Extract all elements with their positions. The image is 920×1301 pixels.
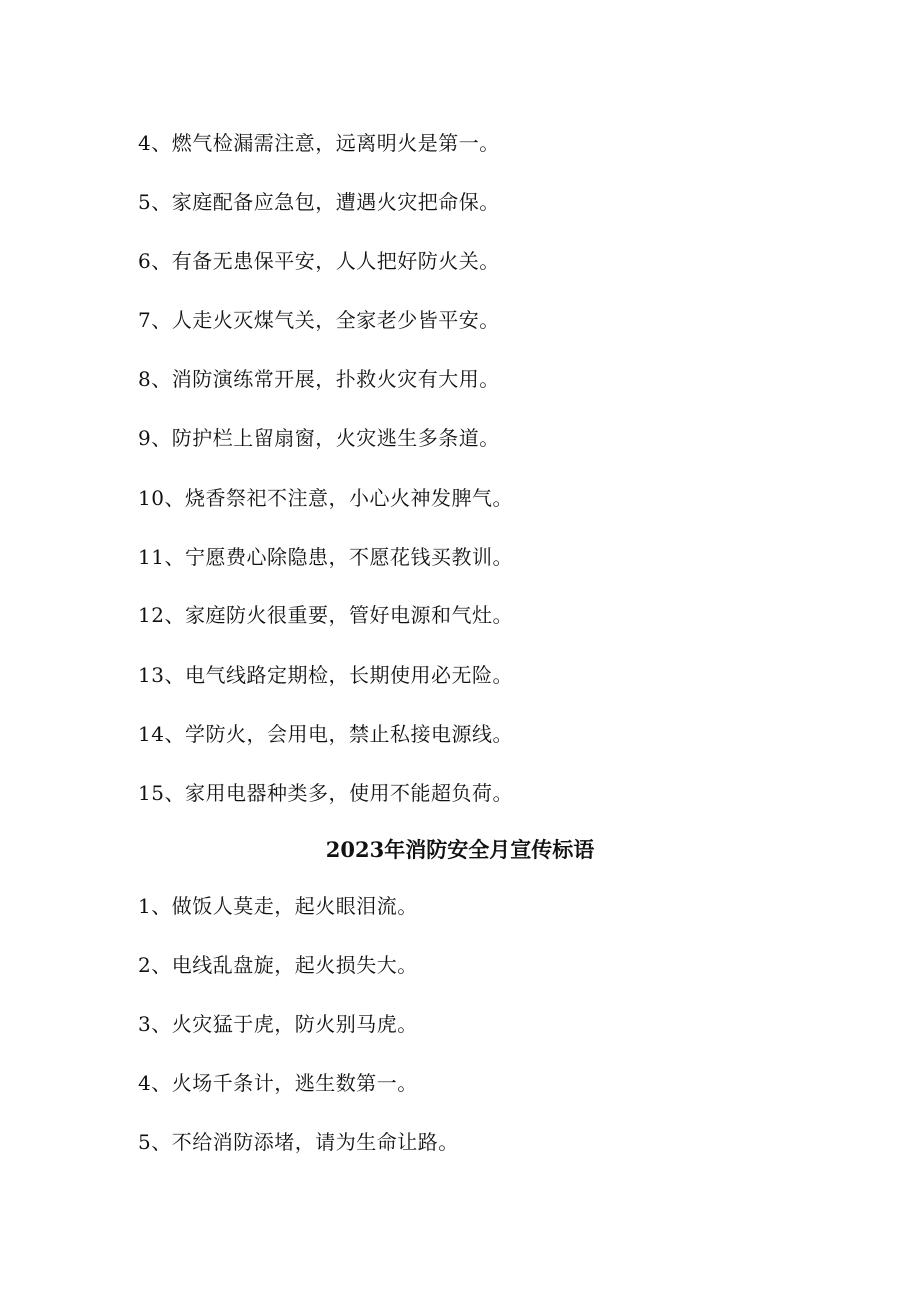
slogan-item: 4、火场千条计，逃生数第一。 <box>138 1071 418 1095</box>
slogan-item: 14、学防火，会用电，禁止私接电源线。 <box>138 722 513 746</box>
slogan-item: 2、电线乱盘旋，起火损失大。 <box>138 953 418 977</box>
section-title: 2023年消防安全月宣传标语 <box>325 837 595 862</box>
slogan-item: 5、不给消防添堵，请为生命让路。 <box>138 1130 459 1154</box>
slogan-item: 10、烧香祭祀不注意，小心火神发脾气。 <box>138 486 513 510</box>
slogan-item: 8、消防演练常开展，扑救火灾有大用。 <box>138 367 500 391</box>
slogan-item: 13、电气线路定期检，长期使用必无险。 <box>138 663 513 687</box>
slogan-item: 5、家庭配备应急包，遭遇火灾把命保。 <box>138 190 500 214</box>
slogan-item: 12、家庭防火很重要，管好电源和气灶。 <box>138 603 513 627</box>
slogan-item: 11、宁愿费心除隐患，不愿花钱买教训。 <box>138 545 513 569</box>
slogan-item: 1、做饭人莫走，起火眼泪流。 <box>138 894 418 918</box>
slogan-item: 7、人走火灭煤气关，全家老少皆平安。 <box>138 308 500 332</box>
slogan-item: 15、家用电器种类多，使用不能超负荷。 <box>138 781 513 805</box>
slogan-item: 6、有备无患保平安，人人把好防火关。 <box>138 249 500 273</box>
slogan-item: 9、防护栏上留扇窗，火灾逃生多条道。 <box>138 426 500 450</box>
slogan-item: 3、火灾猛于虎，防火别马虎。 <box>138 1012 418 1036</box>
slogan-item: 4、燃气检漏需注意，远离明火是第一。 <box>138 131 500 155</box>
